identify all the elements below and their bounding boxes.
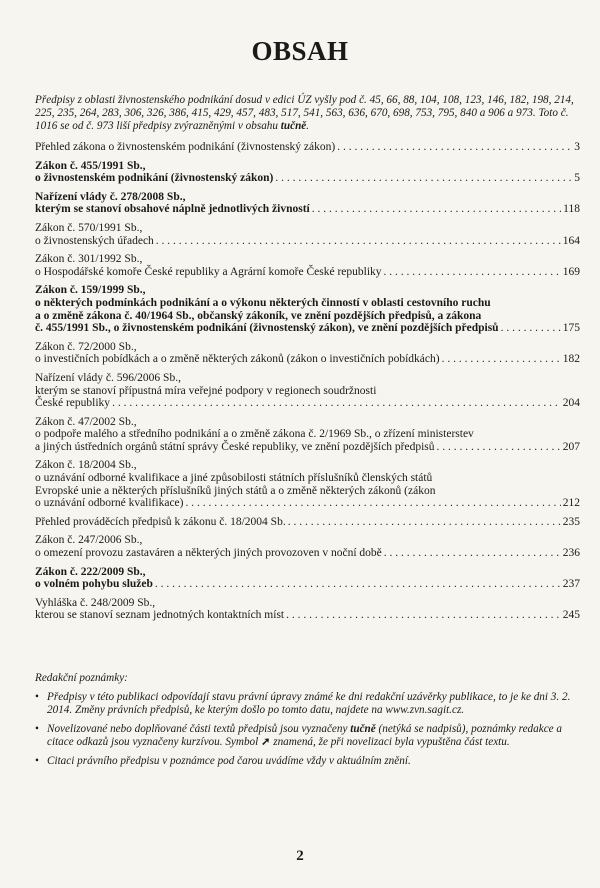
intro-text: Předpisy z oblasti živnostenského podnikání dosud v edici ÚZ vyšly pod č. 45, 66, 88, 104, 108, 123, 146, 182, 198, 214, 225, 235, 264, 283, 306, 326, 386, 415, 429, 457, 483, 517, 541, 563, 636, 670, 698, 753, 795, 840 a 906 a 973. Toto č. 1016 se od č. 973 liší předpisy zvýrazněnými v obsahu: [35, 94, 574, 132]
toc-entry: [35, 141, 580, 154]
leader-dots: [112, 397, 561, 410]
leader-dots: [442, 353, 561, 366]
toc-entry: [35, 516, 580, 529]
toc-entry-line: Zákon č. 570/1991 Sb.,: [35, 221, 143, 234]
leader-dots: [384, 266, 561, 279]
toc-entry-line: o živnostenských úřadech: [35, 234, 154, 247]
toc-entry-line: Zákon č. 222/2009 Sb.,: [35, 565, 146, 578]
note-item: [35, 723, 585, 749]
toc-entry-line: kterým se stanoví přípustná míra veřejné podpory v regionech soudržnosti: [35, 384, 377, 397]
leader-dots: [384, 547, 561, 560]
leader-dots: [185, 497, 560, 510]
toc-entry-line: č. 455/1991 Sb., o živnostenském podnikání (živnostenský zákon), ve znění pozdějších předpisů: [35, 322, 499, 335]
toc-entry: [35, 191, 580, 216]
toc-page-number: 236: [562, 547, 580, 560]
toc-entry-line: Přehled prováděcích předpisů k zákonu č. 18/2004 Sb.: [35, 515, 286, 528]
toc-page-number: 5: [574, 172, 580, 185]
toc-entry-line: Zákon č. 301/1992 Sb.,: [35, 253, 143, 266]
toc-entry-line: Vyhláška č. 248/2009 Sb.,: [35, 596, 156, 609]
toc-entry: [35, 566, 580, 591]
toc-entry: [35, 160, 580, 185]
toc-entry-last-line: [35, 235, 580, 248]
toc-entry-line: kterou se stanoví seznam jednotných kontaktních míst: [35, 609, 285, 622]
toc-entry-line: České republiky: [35, 397, 111, 410]
toc-entry-last-line: [35, 172, 580, 185]
toc-entry: [35, 372, 580, 410]
toc-page-number: 245: [562, 609, 580, 622]
toc-entry-line: o volném pohybu služeb: [35, 578, 153, 591]
toc-entry: [35, 284, 580, 334]
note-text: znamená, že při novelizaci byla vypuštěna část textu.: [270, 736, 510, 748]
page-title: OBSAH: [251, 36, 349, 66]
toc-entry-last-line: [35, 322, 580, 335]
toc-entry-last-line: [35, 609, 580, 622]
leader-dots: [337, 141, 572, 154]
toc-entry-last-line: [35, 547, 580, 560]
toc-entry-line: Zákon č. 47/2002 Sb.,: [35, 415, 137, 428]
note-text: Novelizované nebo doplňované části textů předpisů jsou vyznačeny: [47, 723, 351, 735]
toc-page-number: 164: [562, 234, 580, 247]
toc-entry-line: o omezení provozu zastaváren a některých jiných provozoven v noční době: [35, 547, 382, 560]
toc-entry-line: o uznávání odborné kvalifikace): [35, 497, 184, 510]
toc-entry-line: o Hospodářské komoře České republiky a Agrární komoře České republiky: [35, 265, 382, 278]
toc-entry-last-line: [35, 353, 580, 366]
toc-entry-line: Zákon č. 72/2000 Sb.,: [35, 340, 137, 353]
notes-title: Redakční poznámky:: [35, 672, 128, 684]
toc-entry-last-line: [35, 266, 580, 279]
toc-entry-last-line: [35, 516, 580, 529]
toc-entry-line: o živnostenském podnikání (živnostenský zákon): [35, 172, 274, 185]
toc-page-number: 175: [562, 322, 580, 335]
toc-entry-last-line: [35, 578, 580, 591]
leader-dots: [312, 203, 561, 216]
toc-page-number: 118: [563, 203, 580, 216]
note-bold-word: tučně: [350, 723, 376, 735]
toc-entry: [35, 222, 580, 247]
arrow-symbol-icon: ➚: [261, 736, 271, 748]
toc-entry-line: Evropské unie a některých příslušníků jiných států a o změně některých zákonů (zákon: [35, 484, 436, 497]
toc-entry-line: Přehled zákona o živnostenském podnikání (živnostenský zákon): [35, 141, 336, 153]
notes-list: [35, 691, 585, 768]
toc-entry: [35, 341, 580, 366]
intro-bold-word: tučně: [280, 120, 307, 132]
leader-dots: [275, 172, 572, 185]
toc-entry-last-line: [35, 397, 580, 410]
toc-page-number: 3: [574, 141, 580, 153]
toc-entry: [35, 416, 580, 454]
toc-entry: [35, 253, 580, 278]
toc-entry-last-line: [35, 141, 580, 154]
toc-entry-line: Zákon č. 455/1991 Sb.,: [35, 159, 146, 172]
toc-entry-line: a o změně zákona č. 40/1964 Sb., občanský zákoník, ve znění pozdějších předpisů, a zákona: [35, 309, 482, 322]
intro-paragraph: [35, 94, 583, 133]
toc-entry-last-line: [35, 203, 580, 216]
intro-end: .: [306, 120, 310, 132]
page-number: 2: [296, 848, 304, 864]
toc-entry: [35, 534, 580, 559]
leader-dots: [288, 516, 561, 529]
toc-entry: [35, 459, 580, 509]
note-item: • Předpisy v této publikaci odpovídají stavu právní úpravy známé ke dni redakční uzávěrky publikace, to je ke dni 3. 2. 2014. Změny právních předpisů, ke kterým došlo po tomto datu, najdete na www.zvn.sagit.cz.: [35, 691, 585, 717]
toc-entry-line: kterým se stanoví obsahové náplně jednotlivých živností: [35, 203, 310, 216]
toc-page-number: 182: [562, 353, 580, 366]
toc-page-number: 235: [562, 515, 580, 528]
toc-entry-line: Zákon č. 247/2006 Sb.,: [35, 534, 143, 547]
leader-dots: [501, 322, 561, 335]
toc-entry-line: o podpoře malého a středního podnikání a o změně zákona č. 2/1969 Sb., o zřízení ministerstev: [35, 428, 474, 441]
toc-entry-line: o uznávání odborné kvalifikace a jiné způsobilosti státních příslušníků členských států: [35, 472, 433, 485]
toc-entry-line: o některých podmínkách podnikání a o výkonu některých činností v oblasti cestovního ruchu: [35, 296, 491, 309]
editorial-notes: [35, 672, 585, 774]
toc-entry-line: o investičních pobídkách a o změně některých zákonů (zákon o investičních pobídkách): [35, 353, 440, 366]
toc-page-number: 237: [562, 578, 580, 591]
toc-entry-line: Zákon č. 159/1999 Sb.,: [35, 284, 146, 297]
toc-entry-last-line: [35, 497, 580, 510]
toc-page-number: 169: [562, 265, 580, 278]
table-of-contents: [35, 141, 580, 628]
toc-page-number: 207: [562, 440, 580, 453]
toc-entry-line: Nařízení vlády č. 596/2006 Sb.,: [35, 371, 181, 384]
leader-dots: [155, 578, 561, 591]
toc-page-number: 204: [562, 397, 580, 410]
note-text: (netýká se nadpisů), poznámky redakce a citace odkazů jsou vyznačeny kurzívou. Symbol: [47, 723, 563, 748]
leader-dots: [156, 235, 561, 248]
toc-entry-line: Nařízení vlády č. 278/2008 Sb.,: [35, 190, 186, 203]
toc-entry-line: Zákon č. 18/2004 Sb.,: [35, 459, 137, 472]
toc-entry: [35, 597, 580, 622]
toc-page-number: 212: [562, 497, 580, 510]
note-item: • Citaci právního předpisu v poznámce pod čarou uvádíme vždy v aktuálním znění.: [35, 755, 585, 768]
leader-dots: [437, 441, 561, 454]
leader-dots: [286, 609, 561, 622]
toc-entry-last-line: [35, 441, 580, 454]
toc-entry-line: a jiných ústředních orgánů státní správy České republiky, ve znění pozdějších předpisů: [35, 440, 435, 453]
